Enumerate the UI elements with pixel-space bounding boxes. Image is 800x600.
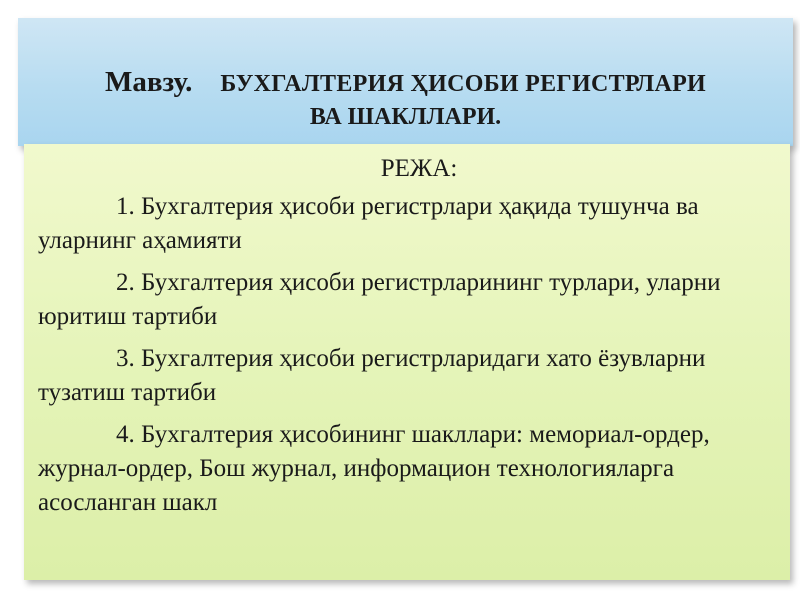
title-line-1 [18, 66, 793, 99]
plan-heading: РЕЖА: [380, 155, 458, 182]
title-prefix: Мавзу. [104, 66, 193, 98]
plan-item-2: 2. Бухгалтерия ҳисоби регистрларининг турлари, уларни юритиш тартиби [38, 269, 721, 330]
title-line-2: ВА ШАКЛЛАРИ. [309, 104, 502, 130]
title-box [18, 18, 793, 146]
plan-item-1: 1. Бухгалтерия ҳисоби регистрлари ҳақида тушунча ва уларнинг аҳамияти [38, 193, 699, 254]
title-main: БУХГАЛТЕРИЯ ҲИСОБИ РЕГИСТРЛАРИ [220, 71, 707, 97]
plan-box [24, 144, 790, 580]
plan-list [38, 190, 774, 520]
plan-item-4: 4. Бухгалтерия ҳисобининг шакллари: мемориал-ордер, журнал-ордер, Бош журнал, информацион технологияларга асосланган шакл [38, 421, 710, 516]
plan-item-3: 3. Бухгалтерия ҳисоби регистрларидаги хато ёзувларни тузатиш тартиби [38, 345, 706, 406]
